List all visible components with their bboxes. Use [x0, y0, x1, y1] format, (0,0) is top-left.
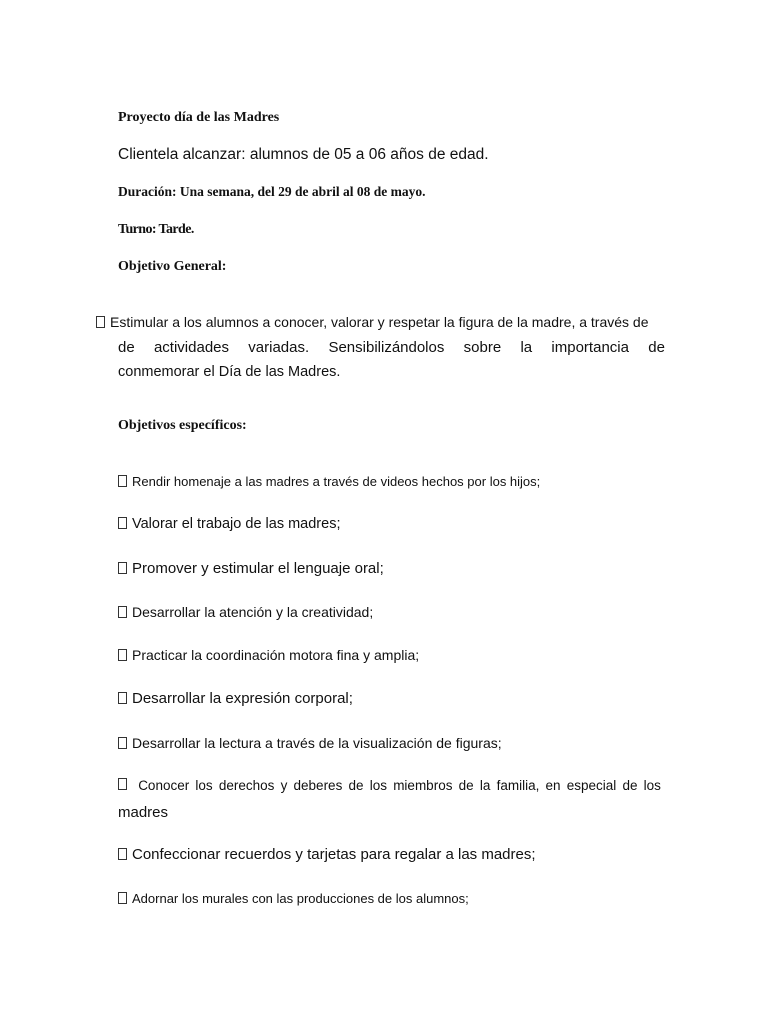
- shift-line: Turno: Tarde.: [118, 222, 194, 237]
- specific-objectives-heading: Objetivos específicos:: [118, 418, 247, 433]
- justified-word: Conocer: [138, 778, 190, 793]
- bullet-icon: [118, 848, 127, 860]
- document-title: Proyecto día de las Madres: [118, 110, 280, 125]
- justified-word: familia,: [496, 778, 540, 793]
- justified-word: miembros: [393, 778, 453, 793]
- bullet-icon: [118, 737, 127, 749]
- specific-objective-item: Valorar el trabajo de las madres;: [118, 516, 340, 532]
- family-objective-line-1: [118, 778, 661, 793]
- justified-word: la: [479, 778, 491, 793]
- specific-objective-item: Adornar los murales con las producciones de los alumnos;: [118, 891, 469, 906]
- justified-word: de: [118, 339, 135, 356]
- specific-objective-item: Desarrollar la atención y la creatividad;: [118, 604, 373, 620]
- specific-objective-item: Rendir homenaje a las madres a través de videos hechos por los hijos;: [118, 474, 540, 489]
- justified-word: en: [545, 778, 561, 793]
- justified-row: [118, 778, 661, 793]
- family-objective-line-2: madres: [118, 804, 169, 821]
- duration-line: Duración: Una semana, del 29 de abril al 08 de mayo.: [118, 184, 426, 199]
- justified-word: variadas.: [248, 339, 310, 356]
- specific-objective-item: Desarrollar la expresión corporal;: [118, 690, 353, 707]
- bullet-icon: [118, 517, 127, 529]
- general-objective-line-2: [118, 339, 665, 356]
- bullet-icon: [118, 778, 127, 790]
- justified-word: Sensibilizándolos: [328, 339, 445, 356]
- justified-word: de: [458, 778, 474, 793]
- justified-word: de: [622, 778, 638, 793]
- bullet-icon: [118, 892, 127, 904]
- specific-objective-item: Desarrollar la lectura a través de la visualización de figuras;: [118, 735, 502, 751]
- bullet-icon: [96, 316, 105, 328]
- justified-word: los: [643, 778, 661, 793]
- justified-word: especial: [566, 778, 617, 793]
- specific-objective-item: Confeccionar recuerdos y tarjetas para regalar a las madres;: [118, 846, 536, 863]
- general-objective-line-1: [96, 314, 648, 330]
- specific-objective-item: Promover y estimular el lenguaje oral;: [118, 560, 384, 577]
- justified-word: deberes: [293, 778, 343, 793]
- justified-word: los: [195, 778, 213, 793]
- specific-objective-item: Practicar la coordinación motora fina y amplia;: [118, 647, 419, 663]
- bullet-icon: [118, 649, 127, 661]
- bullet-icon: [118, 562, 127, 574]
- justified-word: derechos: [218, 778, 275, 793]
- audience-line: Clientela alcanzar: alumnos de 05 a 06 años de edad.: [118, 146, 489, 163]
- bullet-icon: [118, 606, 127, 618]
- general-objective-heading: Objetivo General:: [118, 259, 227, 274]
- justified-word: sobre: [463, 339, 502, 356]
- general-objective-line-3: conmemorar el Día de las Madres.: [118, 364, 341, 380]
- justified-word: y: [280, 778, 288, 793]
- bullet-icon: [118, 475, 127, 487]
- bullet-icon: [118, 692, 127, 704]
- justified-word: de: [648, 339, 665, 356]
- justified-word: actividades: [153, 339, 230, 356]
- justified-word: de: [348, 778, 364, 793]
- general-objective-text-1: Estimular a los alumnos a conocer, valorar y respetar la figura de la madre, a través de: [110, 314, 649, 330]
- justified-word: importancia: [551, 339, 629, 356]
- justified-row: [118, 339, 665, 356]
- justified-word: la: [520, 339, 533, 356]
- justified-word: los: [369, 778, 387, 793]
